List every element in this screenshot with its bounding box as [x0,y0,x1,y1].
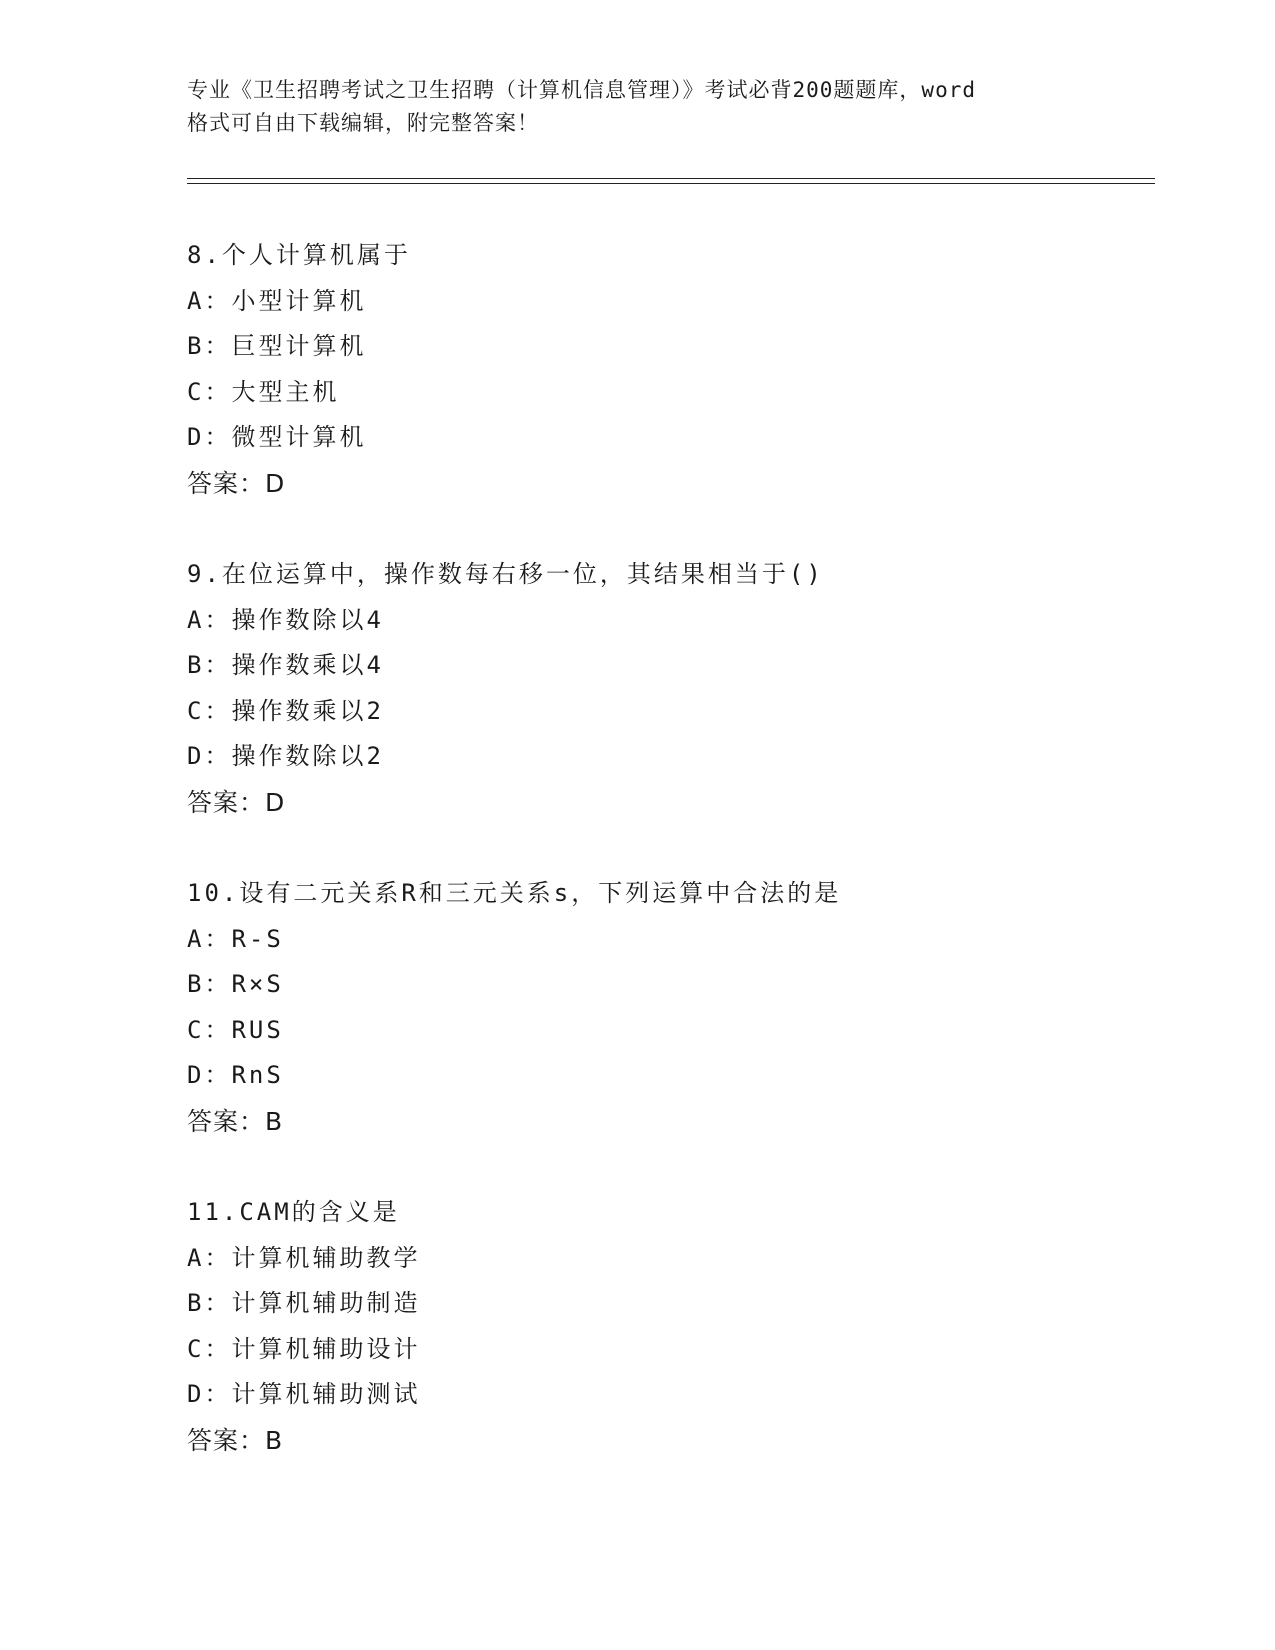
option-a: A：操作数除以4 [187,605,384,634]
answer-line: 答案：B [187,1425,284,1455]
answer-line: 答案：D [187,468,286,498]
option-c: C：大型主机 [187,377,340,406]
option-c: C：操作数乘以2 [187,696,384,725]
question-block [187,552,1087,825]
option-d: D：操作数除以2 [187,742,384,770]
option-b: B：R×S [187,970,284,998]
question-block [187,871,1087,1144]
header-line-2: 格式可自由下载编辑，附完整答案！ [187,111,539,135]
answer-line: 答案：B [187,1106,284,1136]
question-block [187,233,1087,506]
header-divider-top [187,178,1155,179]
question-stem: 8.个人计算机属于 [187,241,411,269]
header-divider-bottom [187,183,1155,184]
option-a: A：R-S [187,924,284,953]
option-a: A：小型计算机 [187,286,367,315]
option-d: D：微型计算机 [187,423,367,451]
option-b: B：巨型计算机 [187,332,367,360]
option-b: B：操作数乘以4 [187,651,384,679]
option-a: A：计算机辅助教学 [187,1243,421,1272]
option-d: D：计算机辅助测试 [187,1380,421,1408]
header-line-1: 专业《卫生招聘考试之卫生招聘（计算机信息管理）》考试必背200题题库，word [187,78,976,102]
question-stem: 9.在位运算中，操作数每右移一位，其结果相当于() [187,560,824,588]
question-stem: 11.CAM的含义是 [187,1198,400,1226]
option-b: B：计算机辅助制造 [187,1289,421,1317]
option-c: C：RUS [187,1015,284,1044]
answer-line: 答案：D [187,787,286,817]
document-header [187,74,1087,140]
question-stem: 10.设有二元关系R和三元关系s，下列运算中合法的是 [187,879,842,907]
option-c: C：计算机辅助设计 [187,1334,421,1363]
option-d: D：RnS [187,1061,284,1089]
question-block [187,1190,1087,1463]
